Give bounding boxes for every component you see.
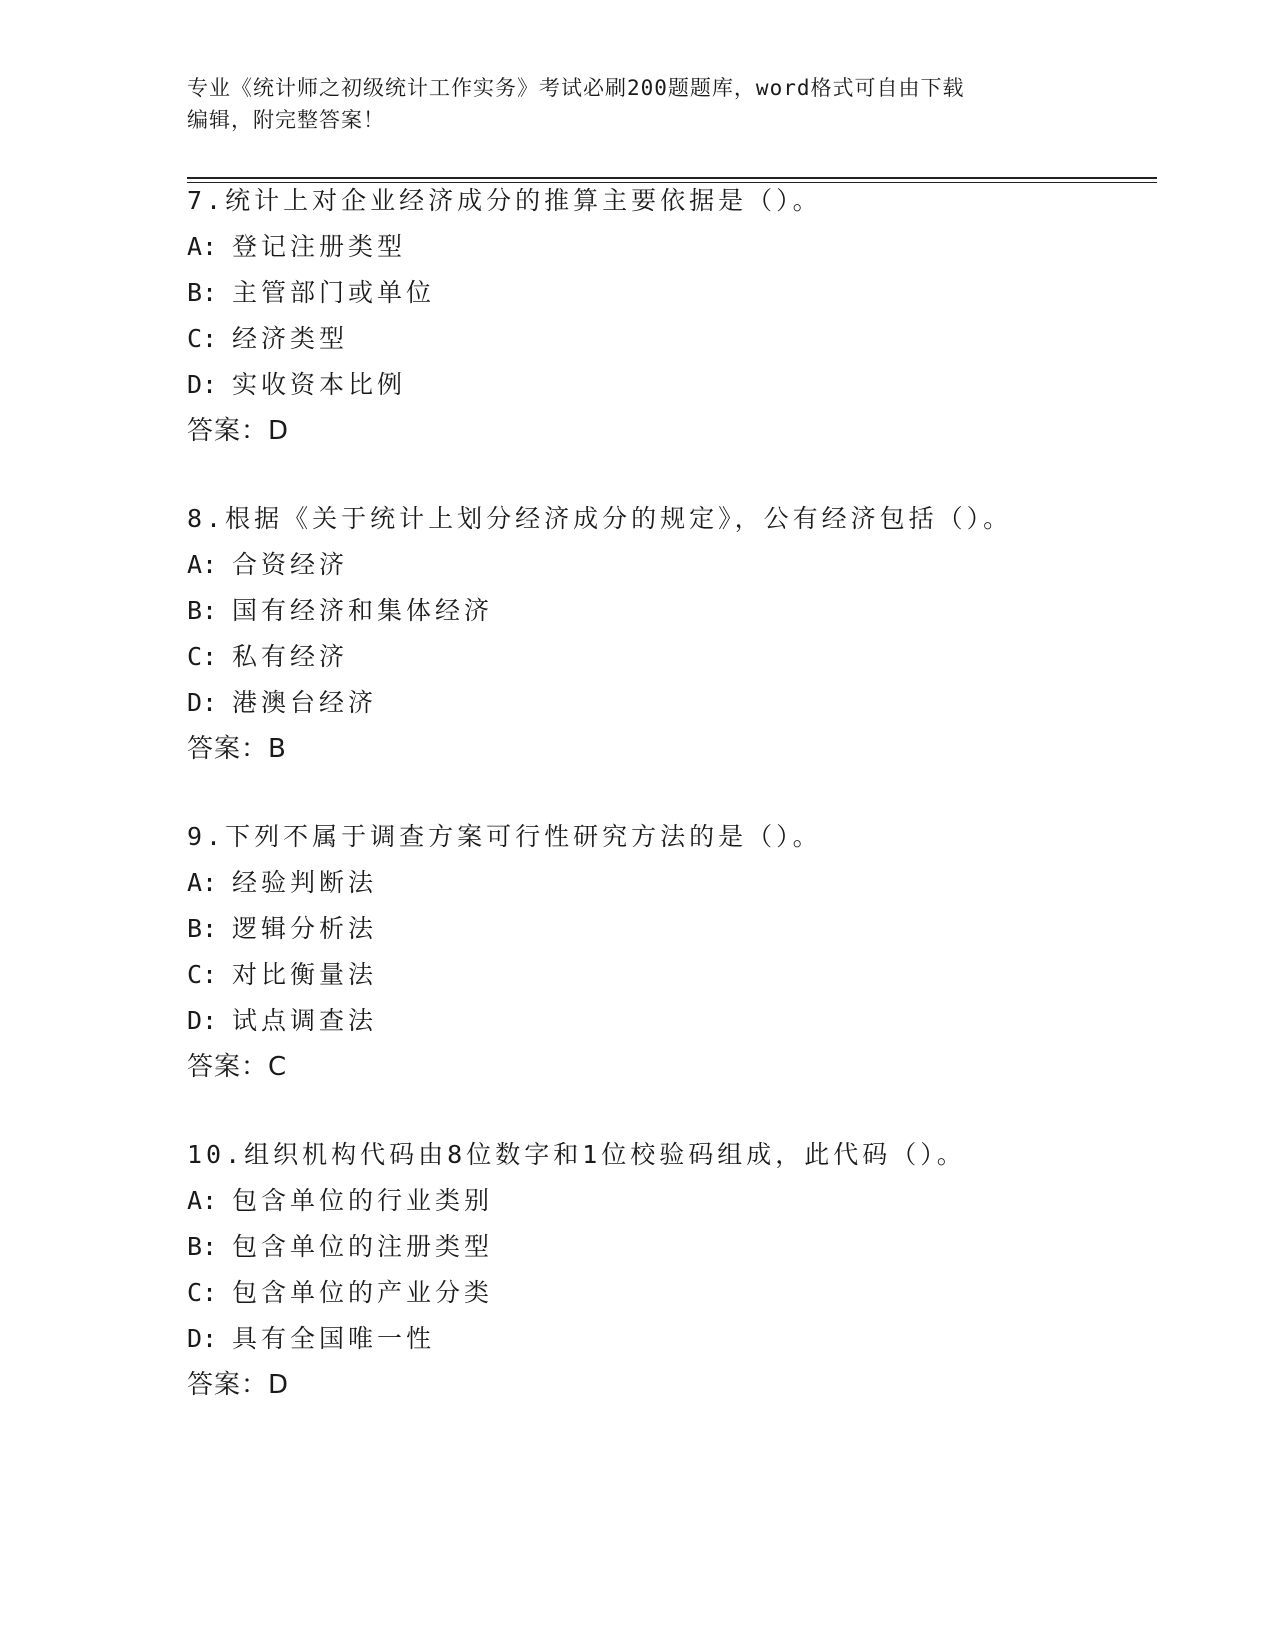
option-letter: D:	[187, 370, 218, 399]
question-stem: 9.下列不属于调查方案可行性研究方法的是（）。	[187, 822, 822, 851]
option-a	[187, 860, 1137, 906]
option-d	[187, 1316, 1137, 1362]
option-text: 登记注册类型	[232, 232, 407, 261]
option-d	[187, 998, 1137, 1044]
option-text: 包含单位的行业类别	[232, 1186, 494, 1215]
question-stem: 10.组织机构代码由8位数字和1位校验码组成，此代码（）。	[187, 1140, 966, 1169]
question-block	[187, 496, 1137, 772]
option-b	[187, 1224, 1137, 1270]
option-b	[187, 906, 1137, 952]
option-text: 合资经济	[232, 550, 349, 579]
option-letter: D:	[187, 1324, 218, 1353]
question-block	[187, 814, 1137, 1090]
option-letter: B:	[187, 1232, 218, 1261]
header-line-1: 专业《统计师之初级统计工作实务》考试必刷200题题库，word格式可自由下载	[187, 76, 965, 100]
option-letter: B:	[187, 278, 218, 307]
option-text: 包含单位的产业分类	[232, 1278, 494, 1307]
option-letter: C:	[187, 1278, 218, 1307]
answer-line: 答案：B	[187, 734, 287, 764]
option-text: 主管部门或单位	[232, 278, 436, 307]
option-text: 试点调查法	[232, 1006, 378, 1035]
option-text: 具有全国唯一性	[232, 1324, 436, 1353]
option-letter: D:	[187, 688, 218, 717]
option-letter: D:	[187, 1006, 218, 1035]
question-block	[187, 178, 1137, 454]
option-c	[187, 634, 1137, 680]
option-a	[187, 224, 1137, 270]
option-letter: B:	[187, 596, 218, 625]
option-text: 港澳台经济	[232, 688, 378, 717]
option-b	[187, 588, 1137, 634]
option-letter: A:	[187, 550, 218, 579]
option-letter: C:	[187, 642, 218, 671]
option-letter: A:	[187, 232, 218, 261]
option-text: 国有经济和集体经济	[232, 596, 494, 625]
option-text: 对比衡量法	[232, 960, 378, 989]
answer-line: 答案：D	[187, 416, 290, 446]
question-stem: 8.根据《关于统计上划分经济成分的规定》，公有经济包括（）。	[187, 504, 1013, 533]
option-a	[187, 542, 1137, 588]
option-text: 包含单位的注册类型	[232, 1232, 494, 1261]
question-stem: 7.统计上对企业经济成分的推算主要依据是（）。	[187, 186, 822, 215]
option-text: 实收资本比例	[232, 370, 407, 399]
option-text: 经验判断法	[232, 868, 378, 897]
option-letter: B:	[187, 914, 218, 943]
option-b	[187, 270, 1137, 316]
option-letter: C:	[187, 324, 218, 353]
header-line-2: 编辑，附完整答案！	[187, 108, 385, 132]
option-d	[187, 362, 1137, 408]
option-text: 经济类型	[232, 324, 349, 353]
option-text: 私有经济	[232, 642, 349, 671]
answer-line: 答案：C	[187, 1052, 288, 1082]
option-text: 逻辑分析法	[232, 914, 378, 943]
question-block	[187, 1132, 1137, 1408]
option-c	[187, 316, 1137, 362]
option-a	[187, 1178, 1137, 1224]
option-d	[187, 680, 1137, 726]
option-c	[187, 952, 1137, 998]
option-letter: C:	[187, 960, 218, 989]
option-letter: A:	[187, 1186, 218, 1215]
option-c	[187, 1270, 1137, 1316]
option-letter: A:	[187, 868, 218, 897]
document-header	[187, 72, 1067, 136]
answer-line: 答案：D	[187, 1370, 290, 1400]
